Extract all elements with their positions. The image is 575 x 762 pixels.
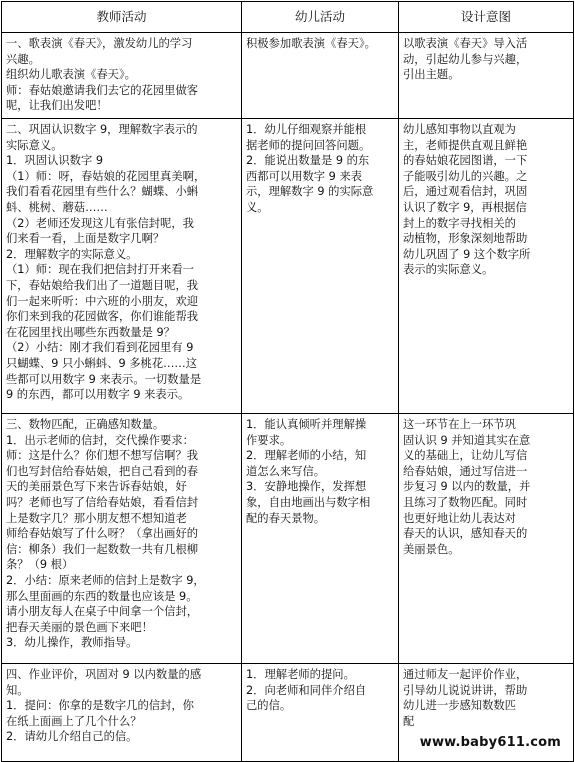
cell-text-line: 四、作业评价，巩固对 9 以内数量的感: [6, 668, 202, 681]
table-body: [2, 33, 574, 762]
cell-text-line: 请小朋友每人在桌子中间拿一个信封，: [6, 605, 199, 619]
cell-text-line: 天的美丽景色写下来告诉春姑娘，好: [6, 480, 187, 494]
cell-text-line: （2）小结：刚才我们看到花园里有 9: [6, 341, 194, 355]
cell-text-line: 们也写封信给春姑娘，把自己看到的春: [6, 464, 199, 478]
cell-text-line: 在纸上面画上了几个什么？: [6, 714, 142, 728]
cell-text-line: 3．安静地操作，发挥想: [246, 480, 367, 494]
cell-text-line: 通过师友一起评价作业，: [403, 668, 528, 681]
cell-text-line: 示，理解数字 9 的实际意: [246, 185, 374, 199]
cell-text-line: 1．巩固认识数字 9: [6, 154, 104, 168]
cell-text-line: 1．能认真倾听并理解操: [246, 418, 367, 431]
cell-text-line: 积极参加歌表演《春天》。: [246, 37, 376, 50]
cell-text-line: 固认识 9 并知道其实在意: [403, 433, 531, 447]
cell-text-line: 们来看一看，上面是数字几啊？: [6, 232, 165, 246]
cell-text-line: 1．出示老师的信封，交代操作要求：: [6, 433, 194, 447]
cell-text-line: 引出主题。: [403, 68, 460, 82]
cell-text-line: 引导幼儿说说讲讲，帮助: [403, 683, 528, 697]
cell-text-line: 1．提问：你拿的是数字几的信封，你: [6, 699, 194, 713]
cell-text-line: 2．能说出数量是 9 的东: [246, 154, 370, 168]
cell-text-line: 师给春姑娘写了什么呀？（拿出画好的: [6, 527, 199, 541]
cell-text-line: 2．理解数字的实际意义。: [6, 247, 138, 261]
cell-text-line: 呢，让我们出发吧！: [6, 99, 108, 113]
cell-text-line: 条？（9 根）: [6, 558, 74, 572]
cell-text-line: 己的信。: [246, 699, 292, 713]
cell-text-line: 动，引起幼儿参与兴趣，: [403, 52, 528, 66]
cell-text-line: 那么里面画的东西的数量也应该是 9。: [6, 589, 198, 603]
cell-text-line: 3．幼儿操作，教师指导。: [6, 636, 138, 650]
teacher-activity-cell: [2, 414, 242, 664]
child-activity-cell: [242, 119, 399, 414]
teacher-activity-cell: [2, 33, 242, 119]
watermark: www.baby611.com: [419, 735, 561, 750]
cell-text-line: 子能吸引幼儿的兴趣。之: [403, 169, 528, 183]
cell-text-line: 9 的东西，都可以用数字 9 来表示。: [6, 388, 190, 402]
cell-text-line: 幼儿巩固了 9 这个数字所: [403, 247, 531, 261]
child-activity-cell: [242, 664, 399, 762]
cell-text-line: 1．理解老师的提问。: [246, 668, 355, 681]
cell-text-line: 给春姑娘，通过写信进一: [403, 464, 528, 478]
cell-text-line: 你们来到我的花园做客，你们谁能帮我: [6, 310, 199, 324]
cell-text-line: 在花园里找出哪些东西数量是 9？: [6, 325, 175, 339]
cell-text-line: 们一起来听听：中六班的小朋友，欢迎: [6, 294, 199, 308]
cell-text-line: 2．向老师和同伴介绍自: [246, 683, 367, 697]
header-child-activity: 幼儿活动: [242, 2, 399, 33]
child-activity-cell: [242, 414, 399, 664]
cell-text-line: 兴趣。: [6, 52, 40, 66]
cell-text-line: 也更好地让幼儿表达对: [403, 511, 516, 525]
cell-text-line: 1．幼儿仔细观察并能根: [246, 123, 367, 136]
cell-text-line: （1）师：现在我们把信封打开来看一: [6, 263, 194, 277]
cell-text-line: 2．理解老师的小结，知: [246, 449, 367, 463]
cell-text-line: 封上的数字寻找相关的: [403, 216, 516, 230]
cell-text-line: 以歌表演《春天》导入活: [403, 37, 528, 50]
cell-text-line: 2．小结：原来老师的信封上是数字 9，: [6, 573, 205, 587]
cell-text-line: 西都可以用数字 9 来表: [246, 169, 363, 183]
cell-text-line: 配: [403, 714, 415, 728]
lesson-plan-table: [1, 1, 574, 762]
cell-text-line: 师：春姑娘邀请我们去它的花园里做客: [6, 83, 199, 97]
cell-text-line: 上是数字几？那小朋友想不想知道老: [6, 511, 187, 525]
cell-text-line: 些都可以用数字 9 来表示。一切数量是: [6, 372, 202, 386]
cell-text-line: 只蝴蝶、9 只小蝌蚪、9 多桃花……这: [6, 356, 198, 370]
cell-text-line: 二、巩固认识数字 9，理解数字表示的: [6, 123, 198, 136]
cell-text-line: 幼儿感知事物以直观为: [403, 123, 516, 136]
cell-text-line: 义。: [246, 200, 269, 214]
design-intent-cell: [399, 414, 574, 664]
teacher-activity-cell: [2, 119, 242, 414]
table-row: [2, 414, 574, 664]
cell-text-line: 动植物，形象深刻地帮助: [403, 232, 528, 246]
cell-text-line: 步复习 9 以内的数量，并: [403, 480, 531, 494]
cell-text-line: 吗？老师也写了信给春姑娘，看看信封: [6, 495, 199, 509]
cell-text-line: （2）老师还发现这儿有张信封呢，我: [6, 216, 194, 230]
design-intent-cell: [399, 119, 574, 414]
cell-text-line: 三、数物匹配，正确感知数量。: [6, 418, 165, 431]
cell-text-line: 义的基础上，让幼儿写信: [403, 449, 528, 463]
cell-text-line: 美丽景色。: [403, 542, 460, 556]
cell-text-line: 象，自由地画出与数字相: [246, 495, 371, 509]
cell-text-line: 认识了数字 9，再根据信: [403, 200, 527, 214]
cell-text-line: 的春姑娘花园图谱，一下: [403, 154, 528, 168]
child-activity-cell: [242, 33, 399, 119]
cell-text-line: 表示的实际意义。: [403, 263, 494, 277]
header-row: [2, 2, 574, 33]
design-intent-cell: [399, 33, 574, 119]
cell-text-line: 组织幼儿歌表演《春天》。: [6, 68, 136, 82]
table-row: [2, 33, 574, 119]
table-row: [2, 119, 574, 414]
cell-text-line: 道怎么来写信。: [246, 464, 326, 478]
cell-text-line: 作要求。: [246, 433, 292, 447]
cell-text-line: （1）师：呀，春姑娘的花园里真美啊，: [6, 169, 206, 183]
cell-text-line: 据老师的提问回答问题。: [246, 138, 371, 152]
cell-text-line: 春天的认识，感知春天的: [403, 527, 528, 541]
cell-text-line: 下，春姑娘给我们出了一道题目呢，我: [6, 278, 199, 292]
cell-text-line: 把春天美丽的景色画下来吧！: [6, 620, 153, 634]
cell-text-line: 蚪、桃树、蘑菇……: [6, 200, 108, 214]
cell-text-line: 知。: [6, 683, 29, 697]
cell-text-line: 且练习了数物匹配。同时: [403, 495, 528, 509]
cell-text-line: 这一环节在上一环节巩: [403, 418, 516, 431]
header-design-intent: 设计意图: [399, 2, 574, 33]
teacher-activity-cell: [2, 664, 242, 762]
cell-text-line: 主，老师提供直观且鲜艳: [403, 138, 528, 152]
cell-text-line: 一、歌表演《春天》，激发幼儿的学习: [6, 37, 193, 50]
cell-text-line: 我们看看花园里有些什么？蝴蝶、小蝌: [6, 185, 199, 199]
cell-text-line: 后，通过观看信封，巩固: [403, 185, 528, 199]
cell-text-line: 2．请幼儿介绍自己的信。: [6, 730, 138, 744]
header-teacher-activity: 教师活动: [2, 2, 242, 33]
cell-text-line: 实际意义。: [6, 138, 63, 152]
cell-text-line: 幼儿进一步感知数数匹: [403, 699, 516, 713]
cell-text-line: 师：这是什么？你们想不想写信啊？我: [6, 449, 199, 463]
cell-text-line: 信：柳条）我们一起数数一共有几根柳: [6, 542, 199, 556]
cell-text-line: 配的春天景物。: [246, 511, 326, 525]
